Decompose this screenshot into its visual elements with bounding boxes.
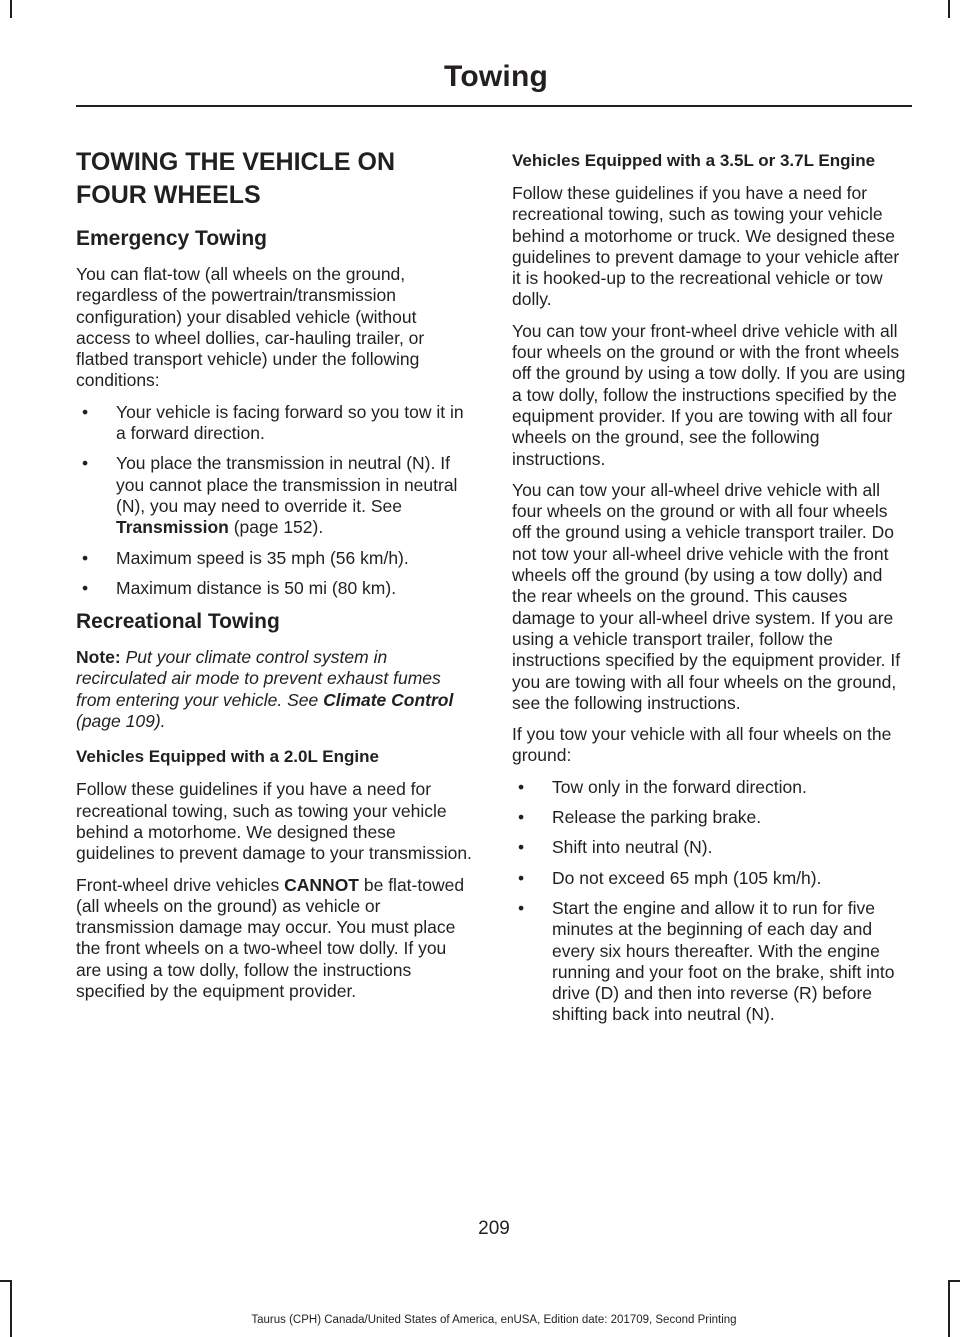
paragraph: You can tow your front-wheel drive vehicle with all four wheels on the ground or with the front wheels off the ground by using a tow dolly. If you are using a tow dolly, follow the instructions specified by the equipment provider. If you are towing with all four wheels on the ground, see the following instructions. <box>512 320 906 469</box>
paragraph: Follow these guidelines if you have a need for recreational towing, such as towing your vehicle behind a motorhome or truck. We designed these guidelines to prevent damage to your vehicle after it is hooked-up to the recreational vehicle or tow dolly. <box>512 183 900 310</box>
page-number: 209 <box>478 1218 510 1239</box>
note-label: Note: <box>76 647 121 668</box>
footer-text: Taurus (CPH) Canada/United States of America, enUSA, Edition date: 201709, Second Printing <box>251 1314 737 1326</box>
list-item: • Tow only in the forward direction. <box>518 776 807 797</box>
engine-3-5l-3-7l-heading: Vehicles Equipped with a 3.5L or 3.7L Engine <box>512 151 876 170</box>
four-wheel-towing-list <box>512 777 908 1026</box>
list-item: • You place the transmission in neutral (N). If you cannot place the transmission in neutral (N), you may need to override it. See Transmission (page 152). <box>82 453 458 538</box>
bullet-icon: • <box>82 453 89 474</box>
engine-2-0l-heading: Vehicles Equipped with a 2.0L Engine <box>76 747 379 767</box>
emergency-conditions-list <box>76 402 472 599</box>
transmission-reference: Transmission <box>116 517 229 538</box>
note: Note: Put your climate control system in recirculated air mode to prevent exhaust fumes from entering your vehicle. See Climate Control (page 109). <box>76 647 454 732</box>
list-item: • Release the parking brake. <box>518 807 762 828</box>
bullet-icon: • <box>518 837 525 858</box>
bullet-icon: • <box>518 776 525 797</box>
crop-mark-top-left <box>10 0 12 18</box>
list-item: • Start the engine and allow it to run for five minutes at the beginning of each day and every six hours thereafter. With the engine running and your foot on the brake, shift into drive (D) and then into reverse (R) before shifting back into neutral (N). <box>518 897 895 1025</box>
right-column <box>512 146 908 1036</box>
list-item: • Do not exceed 65 mph (105 km/h). <box>518 867 822 888</box>
list-item: • Maximum distance is 50 mi (80 km). <box>82 577 397 598</box>
paragraph: Follow these guidelines if you have a need for recreational towing, such as towing your vehicle behind a motorhome. We designed these guidelines to prevent damage to your transmission. <box>76 779 472 864</box>
crop-mark-bottom-right <box>948 1280 950 1337</box>
crop-mark-bottom-right-h <box>948 1280 960 1282</box>
left-column <box>76 146 472 1012</box>
bullet-icon: • <box>82 547 89 568</box>
bullet-icon: • <box>518 807 525 828</box>
list-item: • Maximum speed is 35 mph (56 km/h). <box>82 547 409 568</box>
emergency-intro: You can flat-tow (all wheels on the ground, regardless of the powertrain/transmission configuration) your disabled vehicle (without access to wheel dollies, car-hauling trailer, or flatbed transport vehicle) under the following conditions: <box>76 264 425 391</box>
crop-mark-bottom-left-h <box>0 1280 12 1282</box>
crop-mark-bottom-left <box>10 1280 12 1337</box>
bullet-icon: • <box>518 897 525 918</box>
bullet-icon: • <box>82 577 89 598</box>
paragraph: You can tow your all-wheel drive vehicle with all four wheels on the ground or with all four wheels off the ground using a vehicle transport trailer. Do not tow your all-wheel drive vehicle with the front wheels off the ground (by using a tow dolly) and the rear wheels on the ground. This causes damage to your all-wheel drive system. If you are using a vehicle transport trailer, follow the instructions specified by the equipment provider. If you are towing with all four wheels on the ground, see the following instructions. <box>512 479 901 713</box>
bullet-icon: • <box>518 867 525 888</box>
section-title: TOWING THE VEHICLE ON FOUR WHEELS <box>76 148 395 209</box>
header-rule <box>76 105 912 107</box>
list-item: • Your vehicle is facing forward so you tow it in a forward direction. <box>82 401 464 444</box>
crop-mark-top-right <box>948 0 950 18</box>
bullet-icon: • <box>82 401 89 422</box>
recreational-towing-heading: Recreational Towing <box>76 610 280 634</box>
climate-control-reference: Climate Control <box>323 689 454 710</box>
paragraph: If you tow your vehicle with all four wheels on the ground: <box>512 724 892 766</box>
list-item: • Shift into neutral (N). <box>518 837 713 858</box>
cannot-emphasis: CANNOT <box>284 874 359 895</box>
emergency-towing-heading: Emergency Towing <box>76 227 267 250</box>
paragraph: Front-wheel drive vehicles CANNOT be flat-towed (all wheels on the ground) as vehicle or transmission damage may occur. You must place the front wheels on a two-wheel tow dolly. If you are using a tow dolly, follow the instructions specified by the equipment provider. <box>76 874 465 1002</box>
page-header-title: Towing <box>444 60 548 93</box>
